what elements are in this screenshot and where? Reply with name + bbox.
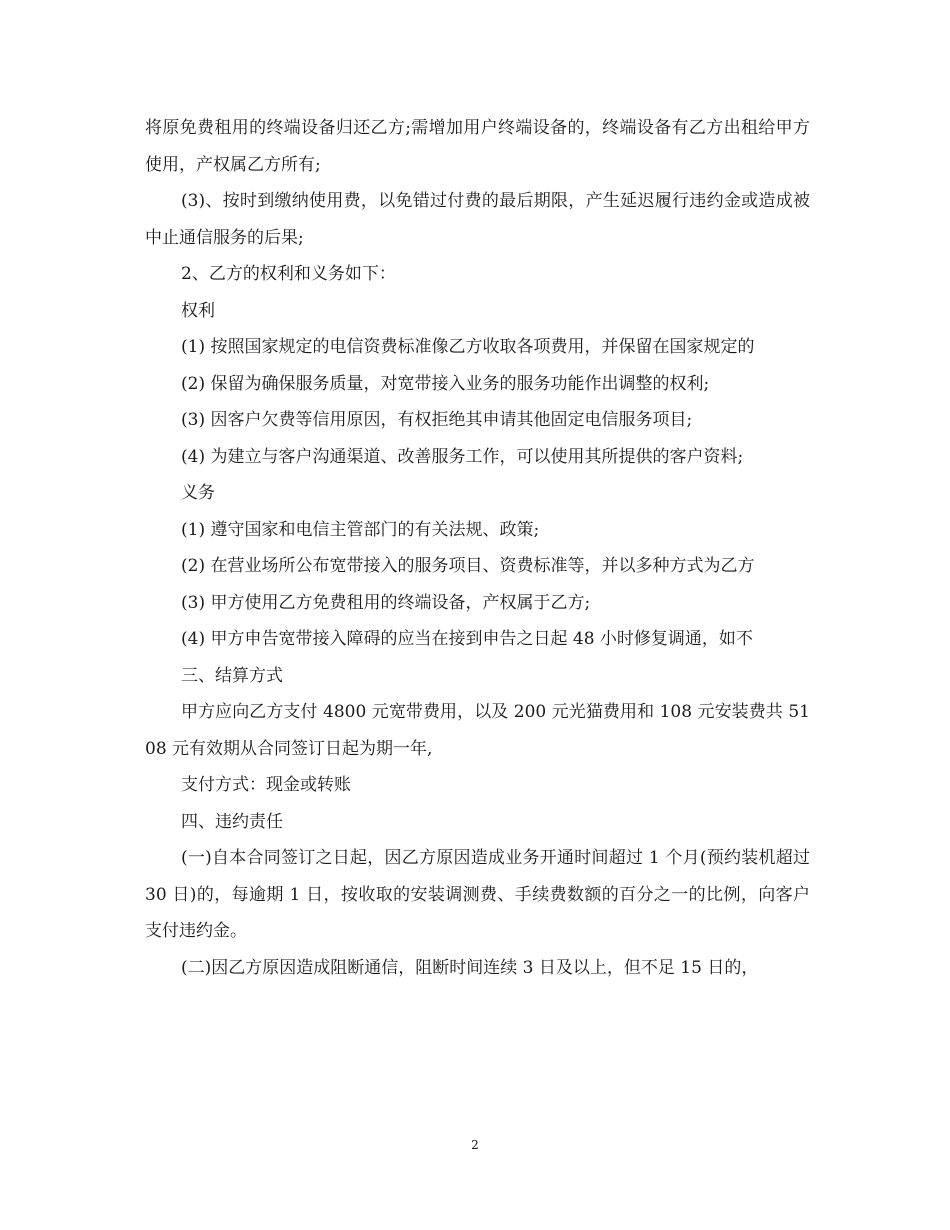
list-item: (2) 在营业场所公布宽带接入的服务项目、资费标准等，并以多种方式为乙方 — [181, 556, 755, 576]
paragraph: 支付方式：现金或转账 — [181, 775, 351, 795]
paragraph: (3)、按时到缴纳使用费，以免错过付费的最后期限，产生延迟履行违约金或造成被中止通信服务的后果; — [145, 191, 810, 248]
paragraph: (二)因乙方原因造成阻断通信，阻断时间连续 3 日及以上，但不足 15 日的， — [181, 957, 759, 978]
document-body — [145, 110, 810, 986]
list-item: (1) 按照国家规定的电信资费标准像乙方收取各项费用，并保留在国家规定的 — [181, 337, 755, 357]
section-heading: 三、结算方式 — [181, 665, 283, 686]
section-heading: 2、乙方的权利和义务如下： — [181, 264, 396, 284]
page-number: 2 — [471, 1138, 479, 1152]
list-item: (2) 保留为确保服务质量，对宽带接入业务的服务功能作出调整的权利; — [181, 373, 710, 394]
subsection-heading: 权利 — [181, 300, 215, 321]
list-item: (4) 为建立与客户沟通渠道、改善服务工作，可以使用其所提供的客户资料; — [181, 446, 744, 467]
list-item: (4) 甲方申告宽带接入障碍的应当在接到申告之日起 48 小时修复调通，如不 — [181, 629, 753, 649]
list-item: (1) 遵守国家和电信主管部门的有关法规、政策; — [181, 519, 540, 540]
list-item: (3) 甲方使用乙方免费租用的终端设备，产权属于乙方; — [181, 592, 591, 613]
section-heading: 四、违约责任 — [181, 811, 283, 832]
paragraph: 甲方应向乙方支付 4800 元宽带费用，以及 200 元光猫费用和 108 元安装费共 5108 元有效期从合同签订日起为期一年, — [145, 702, 810, 759]
subsection-heading: 义务 — [181, 483, 215, 503]
list-item: (3) 因客户欠费等信用原因，有权拒绝其申请其他固定电信服务项目; — [181, 410, 693, 430]
paragraph: (一)自本合同签订之日起，因乙方原因造成业务开通时间超过 1 个月(预约装机超过 30 日)的，每逾期 1 日，按收取的安装调测费、手续费数额的百分之一的比例，向客户支付违约金。 — [145, 848, 810, 941]
paragraph: 将原免费租用的终端设备归还乙方;需增加用户终端设备的，终端设备有乙方出租给甲方使用，产权属乙方所有; — [145, 118, 810, 175]
